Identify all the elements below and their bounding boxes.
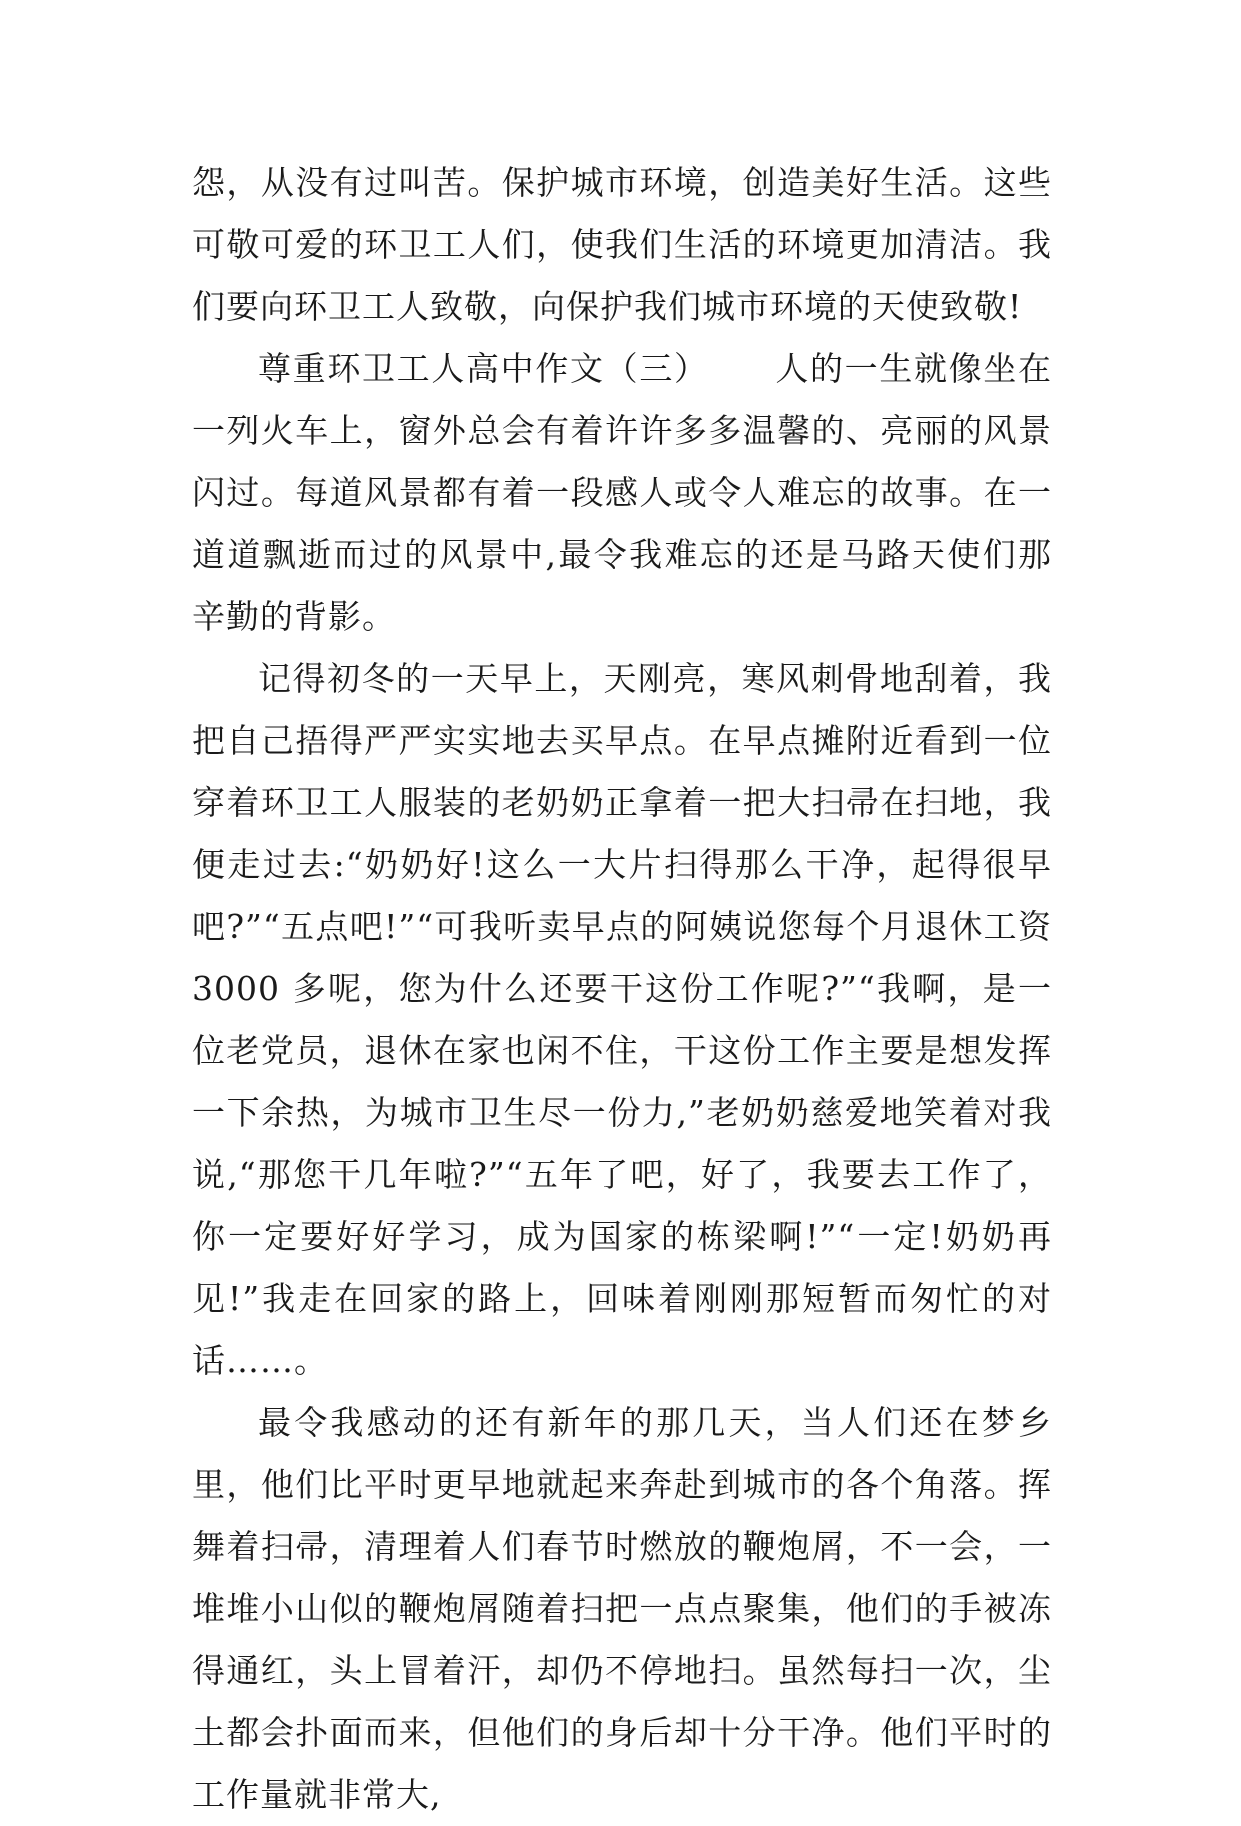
paragraph-early-winter: 记得初冬的一天早上，天刚亮，寒风刺骨地刮着，我把自己捂得严严实实地去买早点。在早点摊附近看到一位穿着环卫工人服装的老奶奶正拿着一把大扫帚在扫地，我便走过去:“奶奶好!这么一大片扫得那么干净，起得很早吧?”“五点吧!”“可我听卖早点的阿姨说您每个月退休工资 3000 多呢，您为什么还要干这份工作呢?”“我啊，是一位老党员，退休在家也闲不住，干这份工作主要是想发挥一下余热，为城市卫生尽一份力,”老奶奶慈爱地笑着对我说,“那您干几年啦?”“五年了吧，好了，我要去工作了，你一定要好好学习，成为国家的栋梁啊!”“一定!奶奶再见!”我走在回家的路上，回味着刚刚那短暂而匆忙的对话……。	[192, 659, 1064, 1380]
essay-body	[192, 152, 1064, 1826]
paragraph-continuation: 怨，从没有过叫苦。保护城市环境，创造美好生活。这些可敬可爱的环卫工人们，使我们生活的环境更加清洁。我们要向环卫工人致敬，向保护我们城市环境的天使致敬!	[192, 163, 1052, 326]
paragraph-text: 人的一生就像坐在一列火车上，窗外总会有着许许多多温馨的、亮丽的风景闪过。每道风景都有着一段感人或令人难忘的故事。在一道道飘逝而过的风景中,最令我难忘的还是马路天使们那辛勤的背影。	[192, 349, 1053, 636]
essay-heading: 尊重环卫工人高中作文（三）	[258, 349, 709, 388]
paragraph-new-year: 最令我感动的还有新年的那几天，当人们还在梦乡里，他们比平时更早地就起来奔赴到城市的各个角落。挥舞着扫帚，清理着人们春节时燃放的鞭炮屑，不一会，一堆堆小山似的鞭炮屑随着扫把一点点聚集，他们的手被冻得通红，头上冒着汗，却仍不停地扫。虽然每扫一次，尘土都会扑面而来，但他们的身后却十分干净。他们平时的工作量就非常大,	[192, 1403, 1052, 1814]
paragraph-essay-three-opening	[192, 338, 1052, 648]
